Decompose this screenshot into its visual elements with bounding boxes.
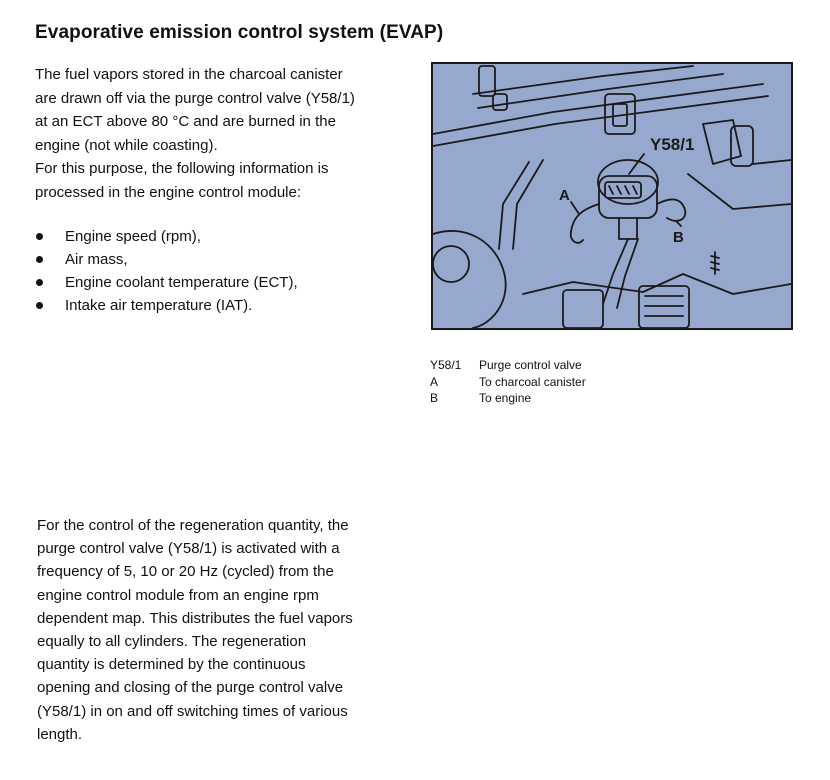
valve-port — [619, 218, 637, 239]
bullet-icon — [36, 279, 43, 286]
hose-b — [657, 199, 685, 220]
body-line: (Y58/1) in on and off switching times of various — [37, 702, 348, 720]
bullet-icon — [36, 302, 43, 309]
pipe-line — [688, 174, 791, 209]
body-line: length. — [37, 725, 83, 743]
hose-a — [571, 232, 583, 243]
connector-pins — [609, 186, 637, 194]
clamp-shape — [493, 94, 507, 110]
bullet-icon — [36, 256, 43, 263]
fitting-shape — [731, 126, 753, 166]
list-item — [35, 294, 298, 317]
engine-illustration — [431, 62, 793, 330]
input-signal-list — [35, 225, 298, 317]
engine-part — [639, 286, 689, 328]
list-item-label: Engine speed (rpm), — [65, 228, 201, 245]
body-line: frequency of 5, 10 or 20 Hz (cycled) from the — [37, 563, 334, 581]
pipe-line — [753, 160, 791, 164]
list-item-label: Engine coolant temperature (ECT), — [65, 274, 298, 291]
intro-line: are drawn off via the purge control valve (Y58/1) — [35, 89, 355, 107]
legend-code: Y58/1 — [430, 358, 462, 372]
list-item — [35, 248, 298, 271]
legend-row — [430, 374, 586, 391]
regeneration-paragraph — [37, 514, 407, 746]
engine-part — [433, 246, 469, 282]
list-item-label: Intake air temperature (IAT). — [65, 297, 253, 314]
legend-code: A — [430, 374, 439, 389]
callout-label-a: A — [559, 187, 570, 204]
pipe-line — [433, 84, 763, 134]
pipe-line — [617, 239, 638, 308]
pipe-line — [603, 239, 628, 304]
pipe-line — [473, 66, 693, 94]
intro-line: processed in the engine control module: — [35, 183, 302, 201]
figure-legend — [430, 357, 586, 407]
intro-line: For this purpose, the following information is — [35, 160, 329, 177]
body-line: For the control of the regeneration quantity, the — [37, 517, 349, 534]
legend-row — [430, 357, 586, 374]
list-item — [35, 271, 298, 294]
callout-leader — [571, 202, 579, 214]
intro-paragraph — [35, 63, 405, 204]
callout-leader — [629, 154, 644, 174]
pipe-line — [433, 96, 768, 146]
engine-part — [645, 296, 683, 316]
callout-label-valve: Y58/1 — [650, 135, 695, 154]
body-line: dependent map. This distributes the fuel vapors — [37, 609, 353, 627]
body-line: equally to all cylinders. The regeneration — [37, 633, 307, 651]
bullet-icon — [36, 233, 43, 240]
pipe-line — [513, 160, 543, 249]
page-title: Evaporative emission control system (EVAP) — [35, 22, 444, 43]
list-item-label: Air mass, — [65, 251, 128, 268]
body-line: engine control module from an engine rpm — [37, 586, 319, 604]
body-line: quantity is determined by the continuous — [37, 656, 306, 674]
callout-leader — [677, 222, 681, 226]
intro-line: The fuel vapors stored in the charcoal canister — [35, 66, 343, 83]
intro-line: at an ECT above 80 °C and are burned in the — [35, 113, 336, 130]
callout-label-b: B — [673, 229, 684, 246]
legend-text: Purge control valve — [479, 358, 582, 372]
engine-part — [563, 290, 603, 328]
intro-line: engine (not while coasting). — [35, 136, 218, 154]
legend-row — [430, 390, 586, 407]
body-line: purge control valve (Y58/1) is activated with a — [37, 540, 340, 558]
list-item — [35, 225, 298, 248]
legend-text: To charcoal canister — [479, 374, 586, 389]
legend-text: To engine — [479, 391, 532, 405]
engine-body — [433, 231, 506, 328]
body-line: opening and closing of the purge control valve — [37, 679, 344, 697]
engine-drawing — [433, 64, 791, 328]
pipe-line — [478, 74, 723, 108]
legend-code: B — [430, 391, 439, 405]
